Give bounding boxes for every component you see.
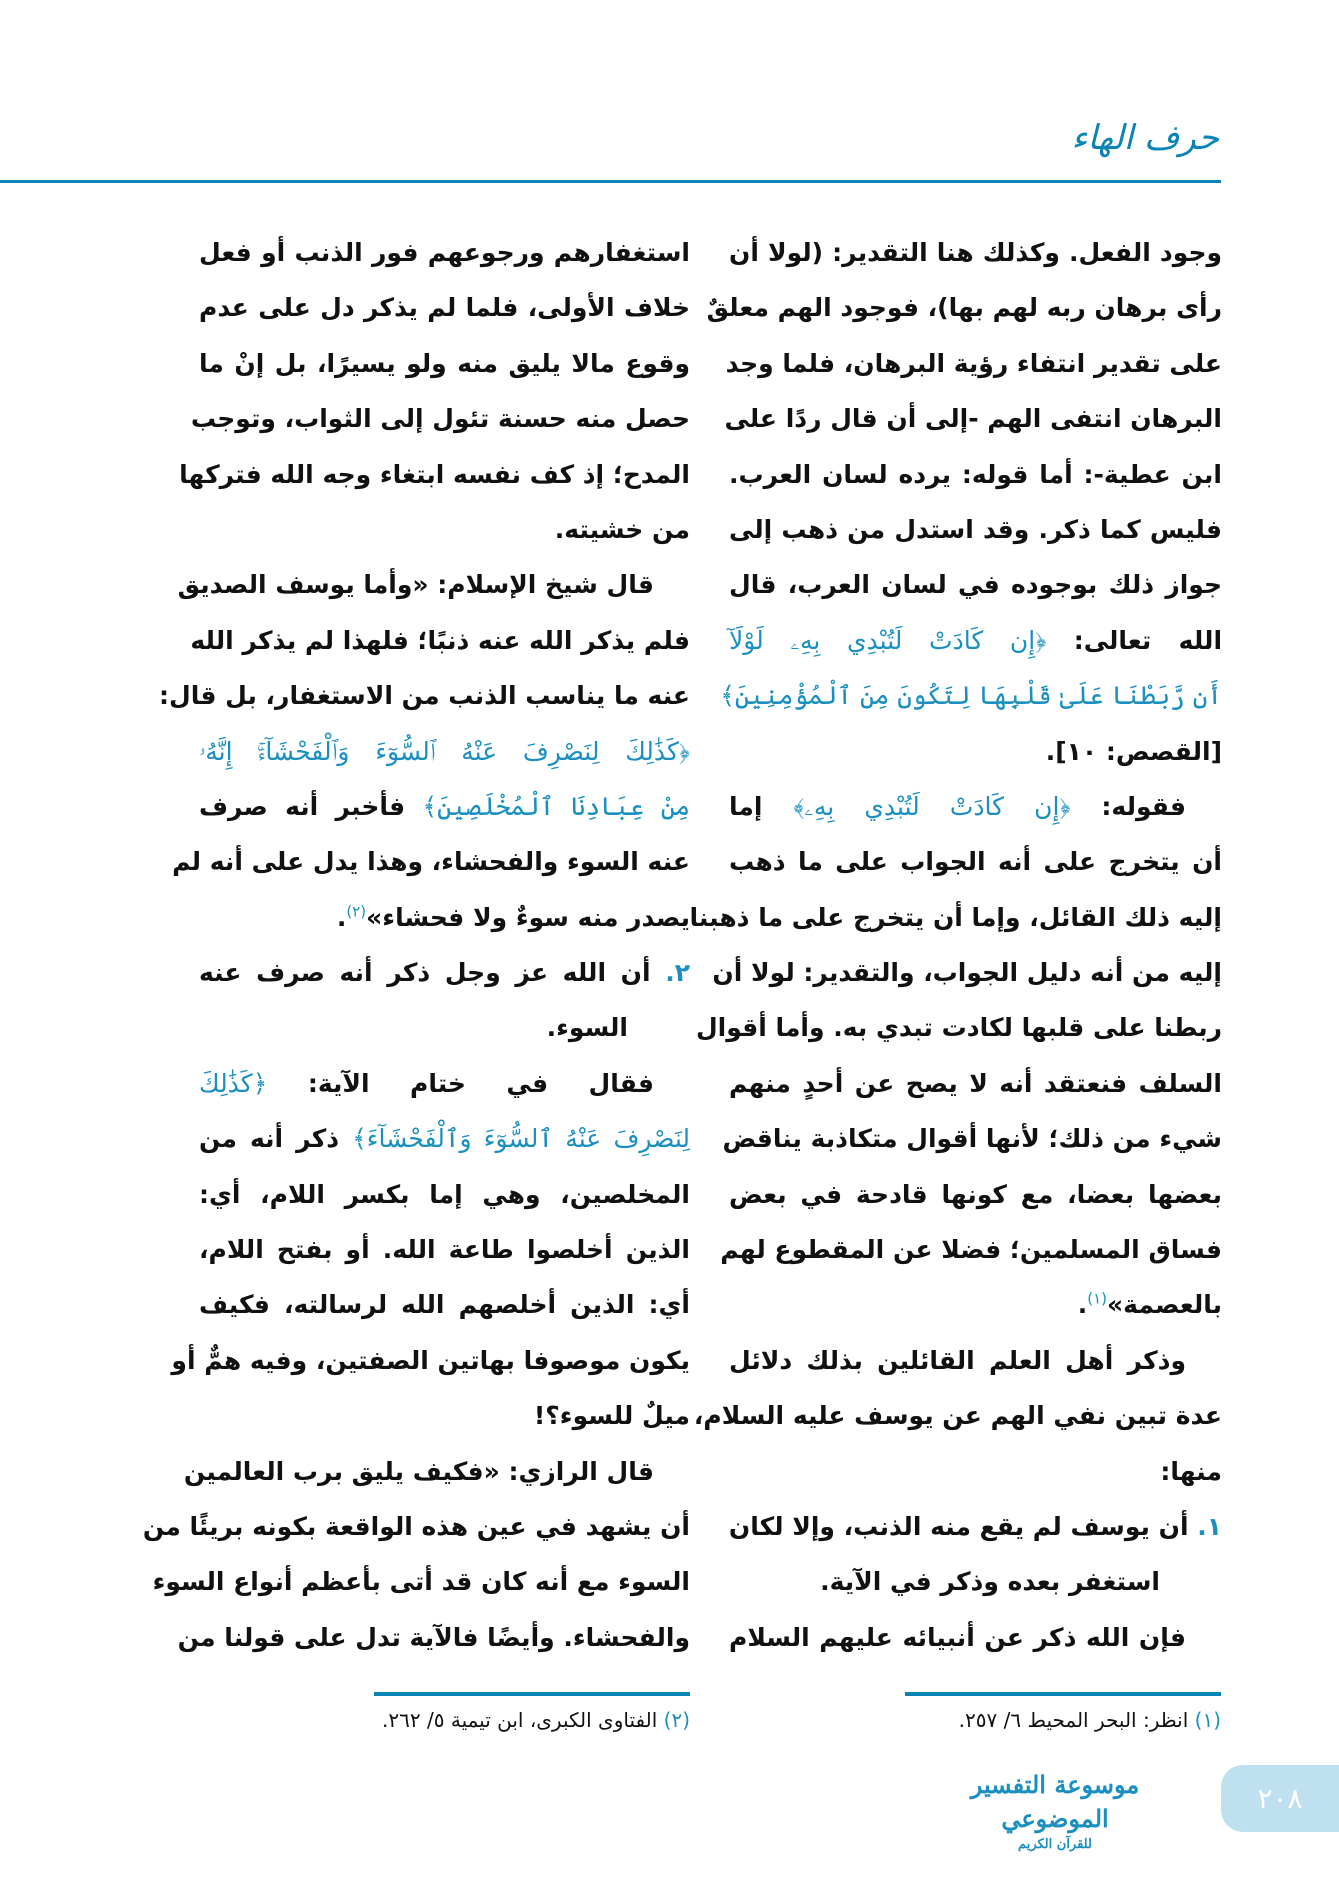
text-line	[706, 280, 1222, 335]
header-divider	[0, 180, 1221, 183]
text-segment: وذكر أهل العلم القائلين بذلك دلائل	[729, 1345, 1186, 1375]
text-column-left	[142, 225, 690, 1665]
text-line	[720, 1222, 1222, 1277]
text-line	[729, 1056, 1222, 1111]
text-segment: يكون موصوفا بهاتين الصفتين، وفيه همٌّ أو	[171, 1345, 690, 1375]
text-segment: وجود الفعل. وكذلك هنا التقدير: (لولا أن	[729, 238, 1222, 267]
text-segment: فإن الله ذكر عن أنبيائه عليهم السلام	[729, 1622, 1186, 1652]
text-line	[724, 391, 1222, 446]
text-line	[199, 1111, 690, 1166]
text-segment: قال شيخ الإسلام: «وأما يوسف الصديق	[177, 570, 654, 600]
quran-verse: مِنْ عِبَادِنَا ٱلْمُخْلَصِينَ﴾	[422, 791, 690, 821]
text-segment: والفحشاء. وأيضًا فالآية تدل على قولنا من	[177, 1622, 690, 1652]
page-number-badge	[1221, 1765, 1339, 1832]
footnote-text: الفتاوى الكبرى، ابن تيمية ٥/ ٢٦٢.	[382, 1708, 664, 1732]
text-line	[199, 1222, 690, 1277]
text-line	[693, 1388, 1222, 1443]
text-segment: منها:	[1160, 1456, 1222, 1486]
text-line	[159, 668, 690, 723]
text-line	[199, 1167, 690, 1222]
text-segment: استغفارهم ورجوعهم فور الذنب أو فعل	[199, 238, 690, 267]
text-segment: عنه السوء والفحشاء، وهذا يدل على أنه لم	[172, 847, 690, 877]
text-line	[171, 1333, 690, 1388]
text-segment: .	[336, 902, 347, 932]
text-segment: فليس كما ذكر. وقد استدل من ذهب إلى	[729, 514, 1222, 544]
footnote-number: (٢)	[663, 1708, 690, 1732]
text-segment: قال الرازي: «فكيف يليق برب العالمين	[183, 1456, 654, 1486]
text-line	[199, 779, 690, 834]
text-line	[199, 1277, 690, 1332]
text-line	[729, 447, 1222, 502]
footnote-divider-left	[374, 1692, 690, 1696]
text-segment: خلاف الأولى، فلما لم يذكر دل على عدم	[199, 293, 690, 323]
text-segment: فساق المسلمين؛ فضلا عن المقطوع لهم	[720, 1235, 1222, 1265]
text-line	[152, 1554, 690, 1609]
text-line	[729, 1444, 1222, 1499]
text-segment: بالعصمة»	[1107, 1290, 1222, 1320]
text-segment: [القصص: ١٠].	[1045, 736, 1222, 766]
quran-verse: ﴿كَذَٰلِكَ لِنَصْرِفَ عَنْهُ ٱلسُّوٓءَ وَٱلْفَحْشَآءَۚ إِنَّهُۥ	[199, 736, 690, 766]
text-line	[179, 447, 690, 502]
text-segment: بعضها بعضا، مع كونها قادحة في بعض	[729, 1179, 1222, 1209]
text-line	[199, 945, 690, 1000]
text-segment: ذكر أنه من	[199, 1124, 353, 1154]
text-segment: .	[1077, 1290, 1088, 1320]
footnote-reference[interactable]: (٢)	[346, 902, 367, 921]
text-segment: أن يوسف لم يقع منه الذنب، وإلا لكان	[728, 1511, 1198, 1541]
text-segment: المخلصين، وهي إما بكسر اللام، أي:	[199, 1179, 690, 1209]
text-segment: أن يشهد في عين هذه الواقعة بكونه بريئًا من	[142, 1511, 690, 1541]
text-segment: ميلٌ للسوء؟!	[533, 1401, 690, 1431]
encyclopedia-logo	[935, 1768, 1175, 1854]
footnote-number: (١)	[1194, 1708, 1221, 1732]
text-line	[729, 1167, 1222, 1222]
text-line	[190, 613, 690, 668]
quran-verse: ﴿إِن كَادَتْ لَتُبْدِي بِهِۦ﴾	[793, 791, 1071, 821]
text-segment: فلم يذكر الله عنه ذنبًا؛ فلهذا لم يذكر الله	[190, 625, 690, 655]
text-segment: رأى برهان ربه لهم بها)، فوجود الهم معلقٌ	[706, 293, 1222, 323]
text-line	[689, 890, 1222, 945]
logo-title: موسوعة التفسير الموضوعي	[970, 1770, 1140, 1833]
text-line	[177, 1610, 690, 1665]
text-segment: الله تعالى:	[1046, 625, 1223, 655]
text-segment: جواز ذلك بوجوده في لسان العرب، قال	[729, 570, 1222, 600]
text-line	[722, 1111, 1222, 1166]
text-line	[729, 613, 1222, 668]
text-line	[190, 391, 690, 446]
text-segment: على تقدير انتفاء رؤية البرهان، فلما وجد	[725, 348, 1222, 378]
text-line	[729, 1499, 1222, 1554]
text-line	[199, 280, 690, 335]
text-segment: استغفر بعده وذكر في الآية.	[820, 1567, 1160, 1597]
text-segment: السلف فنعتقد أنه لا يصح عن أحدٍ منهم	[729, 1068, 1222, 1098]
text-line	[199, 502, 690, 557]
footnote-divider-right	[905, 1692, 1221, 1696]
text-line	[729, 1554, 1222, 1609]
text-segment: البرهان انتفى الهم -إلى أن قال ردًا على	[724, 404, 1222, 434]
footnote-text: انظر: البحر المحيط ٦/ ٢٥٧.	[958, 1708, 1195, 1732]
text-line	[183, 1444, 690, 1499]
text-line	[695, 1000, 1222, 1055]
footnote-2	[382, 1708, 690, 1732]
list-number: ١.	[1197, 1511, 1222, 1541]
text-line	[729, 502, 1222, 557]
text-line	[199, 1000, 690, 1055]
text-column-right	[689, 225, 1223, 1665]
quran-verse: ﴿إِن كَادَتْ لَتُبْدِي بِهِۦ لَوْلَآ	[729, 625, 1047, 655]
list-number: ٢.	[665, 958, 690, 988]
text-line	[729, 779, 1222, 834]
text-segment: إليه ذلك القائل، وإما أن يتخرج على ما ذهبنا	[689, 902, 1222, 932]
text-segment: فقال في ختام الآية:	[267, 1068, 654, 1098]
text-line	[199, 1388, 690, 1443]
text-segment: أي: الذين أخلصهم الله لرسالته، فكيف	[199, 1290, 690, 1320]
quran-verse: لِنَصْرِفَ عَنْهُ ٱلسُّوٓءَ وَٱلْفَحْشَآءَ﴾	[352, 1124, 690, 1154]
text-segment: شيء من ذلك؛ لأنها أقوال متكاذبة يناقض	[722, 1124, 1222, 1154]
text-line	[199, 336, 690, 391]
text-segment: حصل منه حسنة تئول إلى الثواب، وتوجب	[190, 404, 690, 434]
text-line	[199, 724, 690, 779]
text-segment: من خشيته.	[554, 514, 690, 544]
text-segment: أن يتخرج على أنه الجواب على ما ذهب	[729, 847, 1222, 877]
text-segment: فقوله:	[1070, 791, 1186, 821]
text-segment: إما	[729, 791, 794, 821]
text-line	[177, 557, 690, 612]
quran-verse: أَن رَّبَطْنَا عَلَىٰ قَلْبِهَا لِتَكُونَ مِنَ ٱلْمُؤْمِنِينَ﴾	[720, 681, 1222, 711]
text-segment: ربطنا على قلبها لكادت تبدي به. وأما أقوال	[695, 1013, 1222, 1043]
text-line	[729, 724, 1222, 779]
quran-verse: ﴿كَذَٰلِكَ	[199, 1068, 268, 1098]
text-line	[712, 945, 1222, 1000]
text-segment: السوء مع أنه كان قد أتى بأعظم أنواع السوء	[152, 1567, 690, 1597]
text-segment: أن الله عز وجل ذكر أنه صرف عنه	[199, 958, 666, 988]
text-segment: يصدر منه سوءٌ ولا فحشاء»	[366, 902, 690, 932]
text-segment: ابن عطية-: أما قوله: يرده لسان العرب.	[729, 459, 1222, 489]
text-segment: عنه ما يناسب الذنب من الاستغفار، بل قال:	[159, 681, 690, 711]
text-segment: وقوع مالا يليق منه ولو يسيرًا، بل إنْ ما	[199, 348, 690, 378]
text-line	[729, 1277, 1222, 1332]
text-segment: عدة تبين نفي الهم عن يوسف عليه السلام،	[693, 1401, 1222, 1431]
text-segment: الذين أخلصوا طاعة الله. أو بفتح اللام،	[199, 1235, 690, 1265]
text-segment: المدح؛ إذ كف نفسه ابتغاء وجه الله فتركها	[179, 459, 690, 489]
text-segment: إليه من أنه دليل الجواب، والتقدير: لولا أن	[712, 958, 1222, 988]
text-line	[729, 1333, 1222, 1388]
text-line	[729, 1610, 1222, 1665]
text-line	[142, 1499, 690, 1554]
text-line	[199, 225, 690, 280]
text-segment: السوء.	[546, 1013, 628, 1043]
text-segment: فأخبر أنه صرف	[199, 791, 423, 821]
text-line	[729, 834, 1222, 889]
text-line	[725, 336, 1222, 391]
logo-subtitle: للقرآن الكريم	[1018, 1837, 1092, 1852]
text-line	[199, 890, 690, 945]
text-line	[172, 834, 690, 889]
text-line	[729, 557, 1222, 612]
page-number: ٢٠٨	[1257, 1782, 1303, 1815]
footnote-1	[959, 1708, 1221, 1732]
text-line	[199, 1056, 690, 1111]
chapter-title: حرف الهاء	[1071, 118, 1219, 158]
footnote-reference[interactable]: (١)	[1087, 1290, 1108, 1309]
text-line	[729, 225, 1222, 280]
text-line	[720, 668, 1222, 723]
